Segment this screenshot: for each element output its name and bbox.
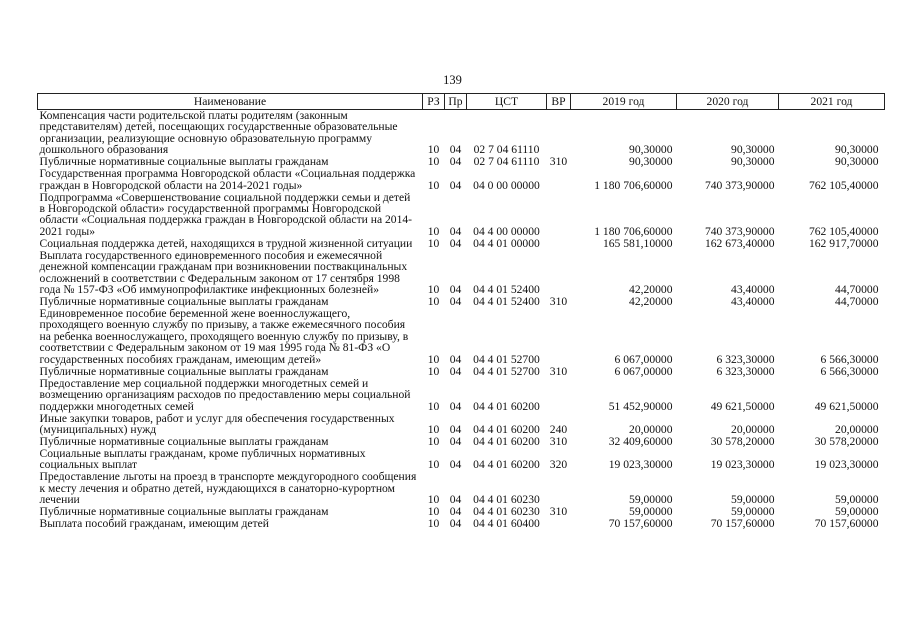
row-vr — [547, 110, 571, 157]
row-cst: 04 0 00 00000 — [473, 178, 540, 192]
row-pr: 04 — [449, 458, 462, 472]
row-name: Компенсация части родительской платы родителям (законным представителям) детей, посещающих государственные образовательные организации, реализующие основную образовательную программу дошкольного образования — [39, 109, 398, 157]
row-name: Выплата пособий гражданам, имеющим детей — [39, 517, 269, 531]
row-vr: 310 — [549, 434, 568, 448]
row-value-2021: 20,00000 — [835, 422, 879, 436]
table-body — [38, 110, 885, 531]
row-value-2019: 32 409,60000 — [608, 434, 673, 448]
row-cst: 04 4 01 52700 — [473, 352, 540, 366]
row-value-2021: 162 917,70000 — [808, 236, 879, 250]
row-value-2021: 30 578,20000 — [814, 434, 879, 448]
row-name: Публичные нормативные социальные выплаты гражданам — [39, 295, 329, 309]
row-value-2019: 1 180 706,60000 — [594, 178, 673, 192]
row-pr: 04 — [449, 224, 462, 238]
row-value-2019: 1 180 706,60000 — [594, 224, 673, 238]
row-value-2019: 90,30000 — [629, 143, 673, 157]
row-rz: 10 — [427, 224, 440, 238]
table-row — [38, 378, 885, 413]
row-cst: 04 4 01 60400 — [473, 517, 540, 531]
row-pr: 04 — [449, 493, 462, 507]
row-pr: 04 — [449, 236, 462, 250]
row-cst: 02 7 04 61110 — [473, 155, 540, 169]
row-pr: 04 — [449, 143, 462, 157]
row-rz: 10 — [427, 434, 440, 448]
row-value-2021: 70 157,60000 — [814, 517, 879, 531]
row-value-2019: 59,00000 — [629, 505, 673, 519]
row-value-2019: 19 023,30000 — [608, 458, 673, 472]
row-cst: 04 4 01 60230 — [473, 505, 540, 519]
row-rz: 10 — [427, 155, 440, 169]
row-value-2019: 59,00000 — [629, 493, 673, 507]
row-vr: 310 — [549, 364, 568, 378]
row-value-2021: 6 566,30000 — [820, 364, 879, 378]
row-name: Выплата государственного единовременного пособия и ежемесячной денежной компенсации гражданам при возникновении поствакцинальных осложнений в соответствии с Федеральным законом от 17 сентября 1998 года № 157-ФЗ «Об иммунопрофилактике инфекционных болезней» — [39, 248, 408, 297]
row-vr: 240 — [549, 422, 568, 436]
row-vr: 320 — [549, 458, 568, 472]
row-value-2021: 19 023,30000 — [814, 458, 879, 472]
row-value-2021: 49 621,50000 — [814, 399, 879, 413]
row-value-2020: 20,00000 — [731, 422, 775, 436]
row-value-2019: 70 157,60000 — [608, 517, 673, 531]
header-2021: 2021 год — [779, 94, 885, 110]
row-cst: 04 4 01 60200 — [473, 399, 540, 413]
row-name: Публичные нормативные социальные выплаты гражданам — [39, 155, 329, 169]
row-value-2020: 70 157,60000 — [710, 517, 775, 531]
table-row — [38, 518, 885, 530]
row-cst: 04 4 01 52400 — [473, 295, 540, 309]
row-value-2021: 762 105,40000 — [808, 224, 879, 238]
row-pr: 04 — [449, 283, 462, 297]
row-value-2020: 740 373,90000 — [704, 178, 775, 192]
row-rz: 10 — [427, 505, 440, 519]
row-vr: 310 — [549, 505, 568, 519]
row-value-2021: 90,30000 — [835, 155, 879, 169]
row-pr: 04 — [449, 178, 462, 192]
table-row — [38, 448, 885, 471]
header-2020: 2020 год — [677, 94, 779, 110]
row-rz: 10 — [427, 517, 440, 531]
table-row — [38, 308, 885, 366]
row-value-2019: 42,20000 — [629, 295, 673, 309]
budget-table — [37, 93, 885, 530]
row-value-2020: 6 323,30000 — [716, 352, 775, 366]
row-name: Публичные нормативные социальные выплаты гражданам — [39, 505, 329, 519]
header-2019: 2019 год — [571, 94, 677, 110]
row-cst: 04 4 01 52400 — [473, 283, 540, 297]
table-row — [38, 471, 885, 506]
row-name: Социальные выплаты гражданам, кроме публичных нормативных социальных выплат — [39, 446, 366, 472]
table-row — [38, 110, 885, 157]
row-vr: 310 — [549, 155, 568, 169]
row-value-2021: 90,30000 — [835, 143, 879, 157]
row-value-2020: 30 578,20000 — [710, 434, 775, 448]
row-value-2020: 43,40000 — [731, 283, 775, 297]
page-number: 139 — [443, 73, 462, 87]
row-value-2021: 6 566,30000 — [820, 352, 879, 366]
header-name: Наименование — [38, 94, 423, 110]
row-vr — [547, 518, 571, 530]
row-value-2020: 162 673,40000 — [704, 236, 775, 250]
row-value-2019: 6 067,00000 — [614, 364, 673, 378]
row-cst: 04 4 01 60200 — [473, 458, 540, 472]
row-name: Единовременное пособие беременной жене военнослужащего, проходящего военную службу по призыву, а также ежемесячного пособия на ребенка военнослужащего, проходящего военную службу по призыву, в соответствии с Федеральным законом от 19 мая 1995 года № 81-ФЗ «О государственных пособиях гражданам, имеющим детей» — [39, 307, 409, 366]
header-vr: ВР — [547, 94, 571, 110]
row-name: Иные закупки товаров, работ и услуг для обеспечения государственных (муниципальных) нужд — [39, 411, 395, 436]
row-cst: 04 4 01 60200 — [473, 434, 540, 448]
row-vr — [547, 250, 571, 296]
row-rz: 10 — [427, 143, 440, 157]
row-value-2020: 19 023,30000 — [710, 458, 775, 472]
row-cst: 04 4 01 60230 — [473, 493, 540, 507]
table-row — [38, 168, 885, 191]
row-value-2019: 6 067,00000 — [614, 352, 673, 366]
row-value-2021: 762 105,40000 — [808, 178, 879, 192]
header-cst: ЦСТ — [467, 94, 547, 110]
row-value-2020: 740 373,90000 — [704, 224, 775, 238]
row-vr — [547, 378, 571, 413]
row-name: Публичные нормативные социальные выплаты гражданам — [39, 434, 329, 448]
row-name: Предоставление мер социальной поддержки многодетных семей и возмещению организациям расходов по предоставлению меры социальной поддержки многодетных семей — [39, 376, 411, 413]
row-value-2019: 42,20000 — [629, 283, 673, 297]
row-rz: 10 — [427, 364, 440, 378]
row-rz: 10 — [427, 458, 440, 472]
table-row — [38, 192, 885, 238]
row-pr: 04 — [449, 422, 462, 436]
row-vr — [547, 168, 571, 191]
row-pr: 04 — [449, 295, 462, 309]
row-rz: 10 — [427, 236, 440, 250]
row-vr — [547, 308, 571, 366]
row-pr: 04 — [449, 434, 462, 448]
row-value-2019: 20,00000 — [629, 422, 673, 436]
row-value-2021: 59,00000 — [835, 505, 879, 519]
row-value-2021: 44,70000 — [835, 283, 879, 297]
table-row — [38, 250, 885, 296]
row-value-2020: 59,00000 — [731, 493, 775, 507]
header-pr: Пр — [445, 94, 467, 110]
row-value-2020: 49 621,50000 — [710, 399, 775, 413]
row-rz: 10 — [427, 399, 440, 413]
row-vr: 310 — [549, 295, 568, 309]
row-name: Государственная программа Новгородской области «Социальная поддержка граждан в Новгородской области на 2014-2021 годы» — [39, 167, 416, 192]
table-header-row — [38, 94, 885, 110]
row-cst: 04 4 01 00000 — [473, 236, 540, 250]
row-rz: 10 — [427, 295, 440, 309]
row-value-2019: 51 452,90000 — [608, 399, 673, 413]
row-value-2020: 6 323,30000 — [716, 364, 775, 378]
row-cst: 04 4 01 60200 — [473, 422, 540, 436]
row-vr — [547, 192, 571, 238]
row-rz: 10 — [427, 422, 440, 436]
row-value-2020: 90,30000 — [731, 143, 775, 157]
row-pr: 04 — [449, 399, 462, 413]
row-pr: 04 — [449, 517, 462, 531]
row-pr: 04 — [449, 364, 462, 378]
row-pr: 04 — [449, 155, 462, 169]
row-value-2019: 165 581,10000 — [602, 236, 673, 250]
table-row — [38, 366, 885, 378]
row-pr: 04 — [449, 352, 462, 366]
row-value-2021: 44,70000 — [835, 295, 879, 309]
row-vr — [547, 238, 571, 250]
row-value-2020: 90,30000 — [731, 155, 775, 169]
row-name: Публичные нормативные социальные выплаты гражданам — [39, 364, 329, 378]
header-rz: РЗ — [423, 94, 445, 110]
row-pr: 04 — [449, 505, 462, 519]
row-cst: 04 4 01 52700 — [473, 364, 540, 378]
row-cst: 04 4 00 00000 — [473, 224, 540, 238]
row-value-2021: 59,00000 — [835, 493, 879, 507]
row-vr — [547, 471, 571, 506]
row-value-2020: 59,00000 — [731, 505, 775, 519]
row-name: Предоставление льготы на проезд в транспорте междугородного сообщения к месту лечения и обратно детей, нуждающихся в санаторно-курортном лечении — [39, 470, 417, 507]
row-value-2019: 90,30000 — [629, 155, 673, 169]
row-cst: 02 7 04 61110 — [473, 143, 540, 157]
row-rz: 10 — [427, 352, 440, 366]
row-name: Подпрограмма «Совершенствование социальной поддержки семьи и детей в Новгородской области» государственной программы Новгородской области «Социальная поддержка граждан в Новгородской области на 2014-2021 годы» — [39, 190, 413, 238]
table-row — [38, 413, 885, 436]
row-name: Социальная поддержка детей, находящихся в трудной жизненной ситуации — [39, 236, 413, 250]
row-value-2020: 43,40000 — [731, 295, 775, 309]
row-rz: 10 — [427, 178, 440, 192]
row-rz: 10 — [427, 283, 440, 297]
row-rz: 10 — [427, 493, 440, 507]
